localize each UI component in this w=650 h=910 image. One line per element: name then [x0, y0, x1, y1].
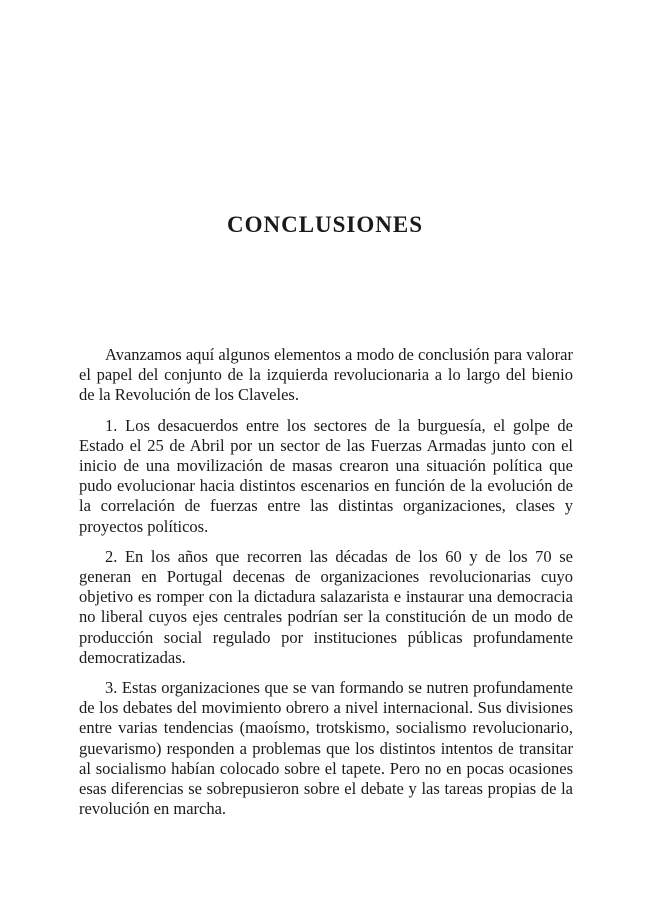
chapter-body	[79, 345, 573, 819]
paragraph-3: 3. Estas organizaciones que se van formando se nutren profundamente de los debates del movimiento obrero a nivel internacional. Sus divisiones entre varias tendencias (maoísmo, trotskismo, socialismo revolucionario, guevarismo) responden a problemas que los distintos intentos de transitar al socialismo habían colocado sobre el tapete. Pero no en pocas ocasiones esas diferencias se sobrepusieron sobre el debate y las tareas propias de la revolución en marcha.	[79, 678, 573, 819]
chapter-title: CONCLUSIONES	[226, 212, 424, 237]
paragraph-2: 2. En los años que recorren las décadas de los 60 y de los 70 se generan en Portugal decenas de organizaciones revolucionarias cuyo objetivo es romper con la dictadura salazarista e instaurar una democracia no liberal cuyos ejes centrales podrían ser la constitución de un modo de producción social regulado por instituciones públicas profundamente democratizadas.	[79, 546, 573, 667]
paragraph-1: 1. Los desacuerdos entre los sectores de la burguesía, el golpe de Estado el 25 de Abril por un sector de las Fuerzas Armadas junto con el inicio de una movilización de masas crearon una situación política que pudo evolucionar hacia distintos escenarios en función de la evolución de la correlación de fuerzas entre las distintas organizaciones, clases y proyectos políticos.	[79, 415, 573, 536]
paragraph-intro: Avanzamos aquí algunos elementos a modo de conclusión para valorar el papel del conjunto de la izquierda revolucionaria a lo largo del bienio de la Revolución de los Claveles.	[79, 345, 573, 405]
